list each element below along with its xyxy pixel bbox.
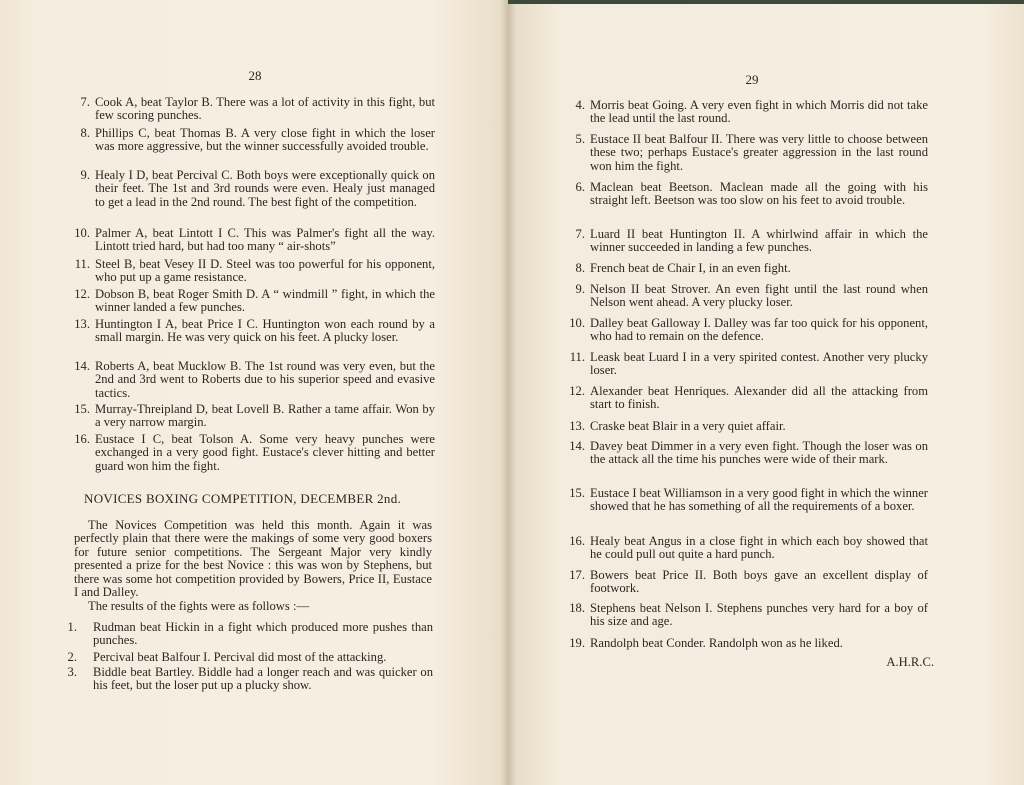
item-text: Eustace I C, beat Tolson A. Some very heavy punches were exchanged in a very good fight. Eustace's clever hitting and better guard won him the fight.	[95, 432, 435, 473]
section-heading: NOVICES BOXING COMPETITION, DECEMBER 2nd.	[84, 491, 402, 506]
item-text: Eustace II beat Balfour II. There was very little to choose between these two; perhaps Eustace's greater aggression in the last round won him the fight.	[590, 132, 928, 173]
item-text: Murray-Threipland D, beat Lovell B. Rather a tame affair. Won by a very narrow margin.	[95, 402, 435, 430]
item-number: 6.	[575, 180, 585, 194]
item-text: Huntington I A, beat Price I C. Huntington won each round by a small margin. He was very quick on his feet. A plucky loser.	[95, 317, 435, 345]
item-text: Davey beat Dimmer in a very even fight. Though the loser was on the attack all the time his punches were wide of their mark.	[590, 439, 928, 467]
item-number: 9.	[575, 282, 585, 296]
item-number: 13.	[74, 317, 90, 331]
item-number: 8.	[575, 261, 585, 275]
item-number: 10.	[74, 226, 90, 240]
item-text: Leask beat Luard I in a very spirited contest. Another very plucky loser.	[590, 350, 928, 378]
item-number: 15.	[74, 402, 90, 416]
item-text: Dalley beat Galloway I. Dalley was far too quick for his opponent, who had to remain on the defence.	[590, 316, 928, 344]
author-initials: A.H.R.C.	[886, 655, 934, 669]
results-intro: The results of the fights were as follows :—	[88, 599, 310, 613]
right-page	[508, 0, 1024, 785]
intro-paragraph: The Novices Competition was held this month. Again it was perfectly plain that there were the makings of some very good boxers for future senior competitions. The Sergeant Major very kindly presented a prize for the best Novice : this was won by Stephens, but there was some hot competition provided by Bowers, Price II, Eustace I and Dalley.	[74, 518, 432, 600]
item-text: Percival beat Balfour I. Percival did most of the attacking.	[93, 650, 387, 664]
item-text: Biddle beat Bartley. Biddle had a longer reach and was quicker on his feet, but the loser put up a plucky show.	[93, 665, 433, 693]
item-number: 10.	[569, 316, 585, 330]
item-text: Healy beat Angus in a close fight in which each boy showed that he could pull out quite a hard punch.	[590, 534, 928, 562]
item-text: Alexander beat Henriques. Alexander did all the attacking from start to finish.	[590, 384, 928, 412]
item-text: Rudman beat Hickin in a fight which produced more pushes than punches.	[93, 620, 433, 648]
item-number: 11.	[569, 350, 585, 364]
item-text: French beat de Chair I, in an even fight.	[590, 261, 791, 275]
item-number: 2.	[67, 650, 77, 664]
item-number: 15.	[569, 486, 585, 500]
item-text: Dobson B, beat Roger Smith D. A “ windmill ” fight, in which the winner landed a few punches.	[95, 287, 435, 315]
item-text: Healy I D, beat Percival C. Both boys were exceptionally quick on their feet. The 1st and 3rd rounds were even. Healy just managed to get a lead in the 2nd round. The best fight of the competition.	[95, 168, 435, 209]
item-number: 4.	[575, 98, 585, 112]
item-number: 17.	[569, 568, 585, 582]
item-number: 3.	[67, 665, 77, 679]
item-text: Bowers beat Price II. Both boys gave an excellent display of footwork.	[590, 568, 928, 596]
item-number: 8.	[80, 126, 90, 140]
page-edge	[508, 0, 1024, 4]
item-number: 11.	[74, 257, 90, 271]
item-number: 5.	[575, 132, 585, 146]
item-text: Palmer A, beat Lintott I C. This was Palmer's fight all the way. Lintott tried hard, but had too many “ air-shots”	[95, 226, 435, 254]
item-number: 16.	[569, 534, 585, 548]
item-number: 13.	[569, 419, 585, 433]
page-number: 28	[248, 68, 262, 83]
item-number: 7.	[80, 95, 90, 109]
item-number: 18.	[569, 601, 585, 615]
item-text: Luard II beat Huntington II. A whirlwind affair in which the winner succeeded in landing a few punches.	[590, 227, 928, 255]
item-text: Randolph beat Conder. Randolph won as he liked.	[590, 636, 843, 650]
item-number: 14.	[74, 359, 90, 373]
item-number: 1.	[67, 620, 77, 634]
item-number: 12.	[74, 287, 90, 301]
item-text: Steel B, beat Vesey II D. Steel was too powerful for his opponent, who put up a game resistance.	[95, 257, 435, 285]
item-number: 7.	[575, 227, 585, 241]
item-number: 14.	[569, 439, 585, 453]
left-page	[0, 0, 508, 785]
item-text: Eustace I beat Williamson in a very good fight in which the winner showed that he has something of all the requirements of a boxer.	[590, 486, 928, 514]
item-text: Craske beat Blair in a very quiet affair.	[590, 419, 786, 433]
book-gutter	[500, 0, 516, 785]
item-number: 9.	[80, 168, 90, 182]
item-number: 16.	[74, 432, 90, 446]
page-number: 29	[745, 72, 759, 87]
item-text: Phillips C, beat Thomas B. A very close fight in which the loser was more aggressive, but the winner successfully avoided trouble.	[95, 126, 435, 154]
item-text: Stephens beat Nelson I. Stephens punches very hard for a boy of his size and age.	[590, 601, 928, 629]
item-text: Maclean beat Beetson. Maclean made all the going with his straight left. Beetson was too slow on his feet to avoid trouble.	[590, 180, 928, 208]
item-text: Morris beat Going. A very even fight in which Morris did not take the lead until the last round.	[590, 98, 928, 126]
item-number: 12.	[569, 384, 585, 398]
item-text: Nelson II beat Strover. An even fight until the last round when Nelson went ahead. A very plucky loser.	[590, 282, 928, 310]
item-text: Cook A, beat Taylor B. There was a lot of activity in this fight, but few scoring punches.	[95, 95, 435, 123]
item-text: Roberts A, beat Mucklow B. The 1st round was very even, but the 2nd and 3rd went to Roberts due to his superior speed and evasive tactics.	[95, 359, 435, 400]
item-number: 19.	[569, 636, 585, 650]
